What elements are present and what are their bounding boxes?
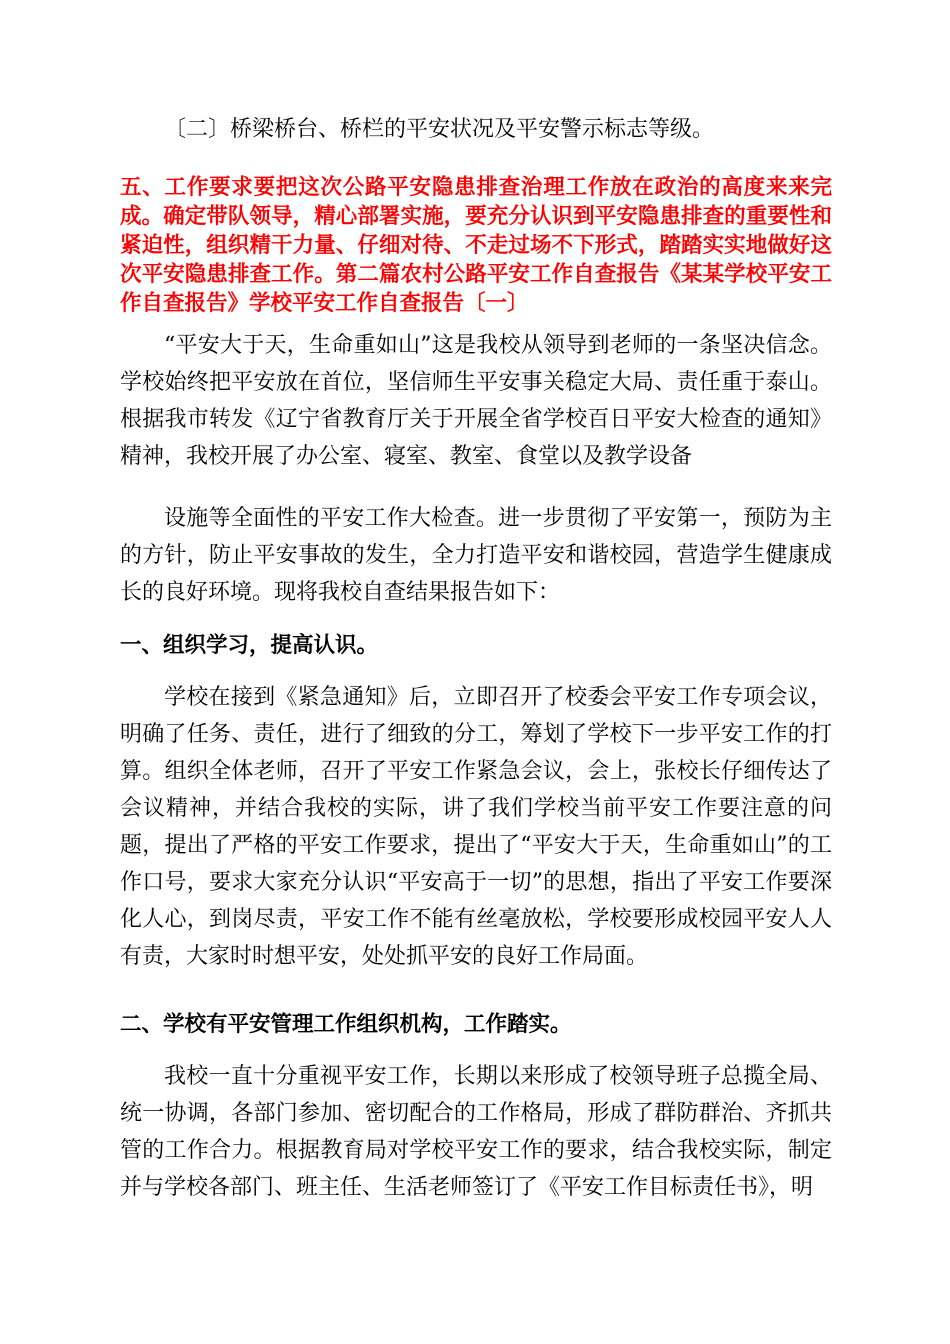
inspection-paragraph: 设施等全面性的平安工作大检查。进一步贯彻了平安第一，预防为主的方针，防止平安事故的发生，全力打造平安和谐校园，营造学生健康成长的良好环境。现将我校自查结果报告如下： bbox=[120, 506, 832, 605]
management-paragraph: 我校一直十分重视平安工作，长期以来形成了校领导班子总揽全局、统一协调，各部门参加、密切配合的工作格局，形成了群防群治、齐抓共管的工作合力。根据教育局对学校平安工作的要求，结合我校实际，制定并与学校各部门、班主任、生活老师签订了《平安工作目标责任书》，明 bbox=[120, 1064, 832, 1200]
work-requirements-red-paragraph: 五、工作要求要把这次公路平安隐患排查治理工作放在政治的高度来来完成。确定带队领导，精心部署实施，要充分认识到平安隐患排查的重要性和紧迫性，组织精干力量、仔细对待、不走过场不下形式，踏踏实实地做好这次平安隐患排查工作。第二篇农村公路平安工作自查报告《某某学校平安工作自查报告》学校平安工作自查报告〔一〕 bbox=[120, 175, 832, 316]
section-heading-1: 一、组织学习，提高认识。 bbox=[120, 633, 379, 658]
bridge-safety-line: 〔二〕桥梁桥台、桥栏的平安状况及平安警示标志等级。 bbox=[164, 117, 715, 142]
intro-paragraph: “平安大于天，生命重如山”这是我校从领导到老师的一条坚决信念。学校始终把平安放在首位，坚信师生平安事关稳定大局、责任重于泰山。根据我市转发《辽宁省教育厅关于开展全省学校百日平安大检查的通知》精神，我校开展了办公室、寝室、教室、食堂以及教学设备 bbox=[120, 333, 832, 469]
section-heading-2: 二、学校有平安管理工作组织机构，工作踏实。 bbox=[120, 1012, 572, 1037]
study-paragraph: 学校在接到《紧急通知》后，立即召开了校委会平安工作专项会议，明确了任务、责任，进行了细致的分工，筹划了学校下一步平安工作的打算。组织全体老师，召开了平安工作紧急会议，会上，张校长仔细传达了会议精神，并结合我校的实际，讲了我们学校当前平安工作要注意的问题，提出了严格的平安工作要求，提出了“平安大于天，生命重如山”的工作口号，要求大家充分认识“平安高于一切”的思想，指出了平安工作要深化人心，到岗尽责，平安工作不能有丝毫放松，学校要形成校园平安人人有责，大家时时想平安，处处抓平安的良好工作局面。 bbox=[120, 685, 832, 969]
